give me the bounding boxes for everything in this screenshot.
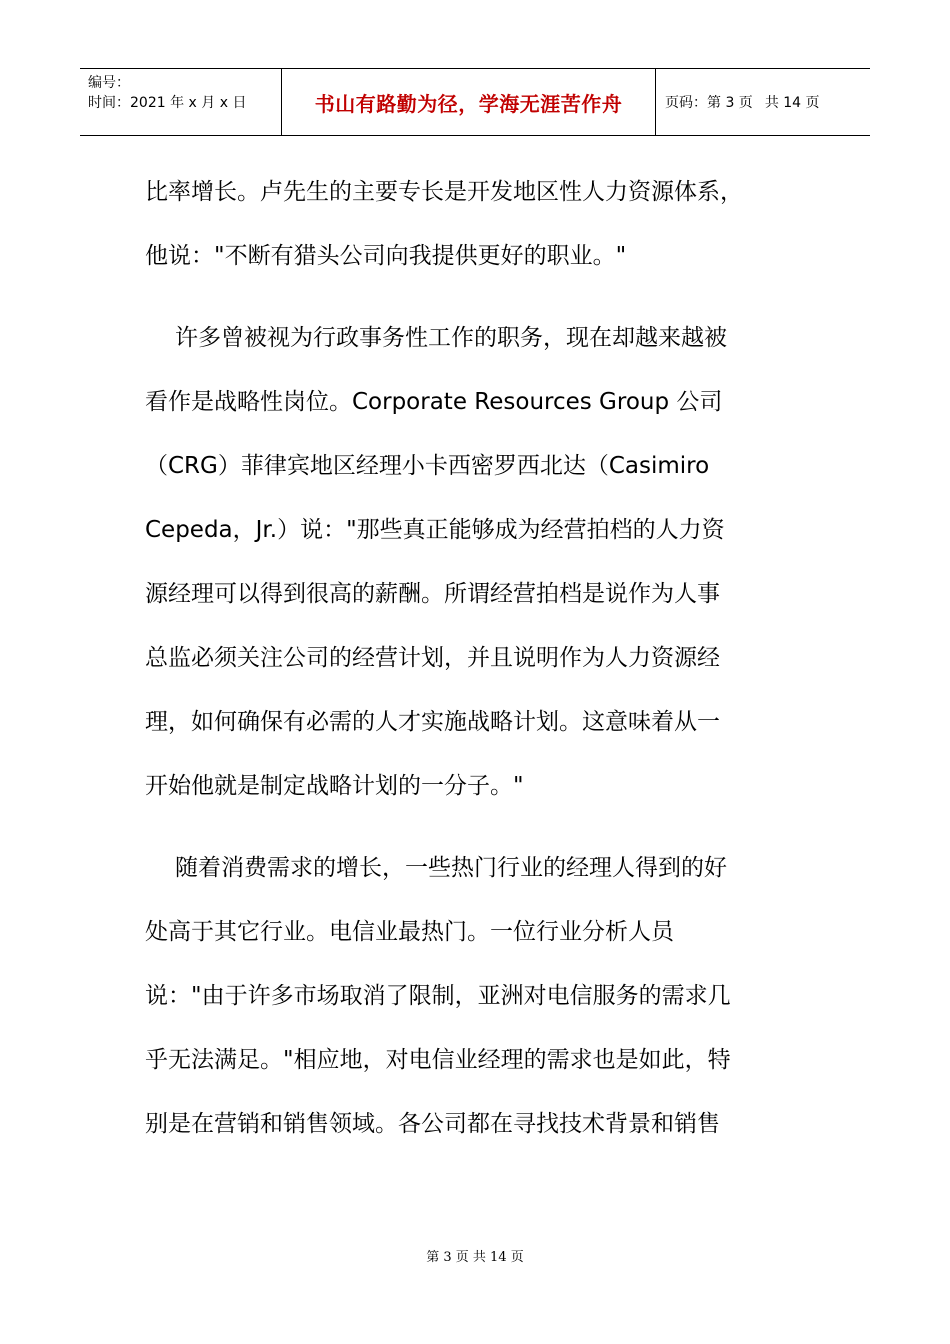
header-motto-cell [282, 69, 656, 135]
text-line: 理，如何确保有必需的人才实施战略计划。这意味着从一 [145, 709, 720, 735]
paragraph-spacer [145, 818, 805, 836]
text-line: （CRG）菲律宾地区经理小卡西密罗西北达（Casimiro [145, 453, 710, 479]
text-line: 总监必须关注公司的经营计划，并且说明作为人力资源经 [145, 645, 720, 671]
text-line: Cepeda，Jr.）说："那些真正能够成为经营拍档的人力资 [145, 517, 725, 543]
header-page-total: 共 14 页 [764, 95, 820, 111]
text-line: 乎无法满足。"相应地，对电信业经理的需求也是如此，特 [145, 1047, 731, 1073]
text-line: 说："由于许多市场取消了限制，亚洲对电信服务的需求几 [145, 983, 731, 1009]
text-line: 随着消费需求的增长，一些热门行业的经理人得到的好 [175, 855, 727, 881]
page-header [80, 68, 870, 136]
document-body [145, 160, 805, 1156]
header-page-cell [656, 69, 870, 135]
paragraph [145, 306, 805, 818]
paragraph [145, 836, 805, 1156]
document-time-label: 时间：2021 年 x 月 x 日 [88, 95, 247, 111]
text-line: 他说："不断有猎头公司向我提供更好的职业。" [145, 243, 627, 269]
header-motto: 书山有路勤为径，学海无涯苦作舟 [314, 91, 623, 116]
paragraph-spacer [145, 288, 805, 306]
text-line: 处高于其它行业。电信业最热门。一位行业分析人员 [145, 919, 674, 945]
text-line: 开始他就是制定战略计划的一分子。" [145, 773, 524, 799]
text-line: 源经理可以得到很高的薪酬。所谓经营拍档是说作为人事 [145, 581, 720, 607]
header-page-number: 页码：第 3 页 [665, 95, 753, 111]
document-number-label: 编号： [88, 75, 130, 91]
page-footer: 第 3 页 共 14 页 [426, 1250, 524, 1265]
header-meta-cell [80, 69, 282, 135]
text-line: 看作是战略性岗位。Corporate Resources Group 公司 [145, 389, 723, 415]
text-line: 许多曾被视为行政事务性工作的职务，现在却越来越被 [175, 325, 727, 351]
text-line: 比率增长。卢先生的主要专长是开发地区性人力资源体系， [145, 179, 743, 205]
text-line: 别是在营销和销售领域。各公司都在寻找技术背景和销售 [145, 1111, 720, 1137]
paragraph [145, 160, 805, 288]
